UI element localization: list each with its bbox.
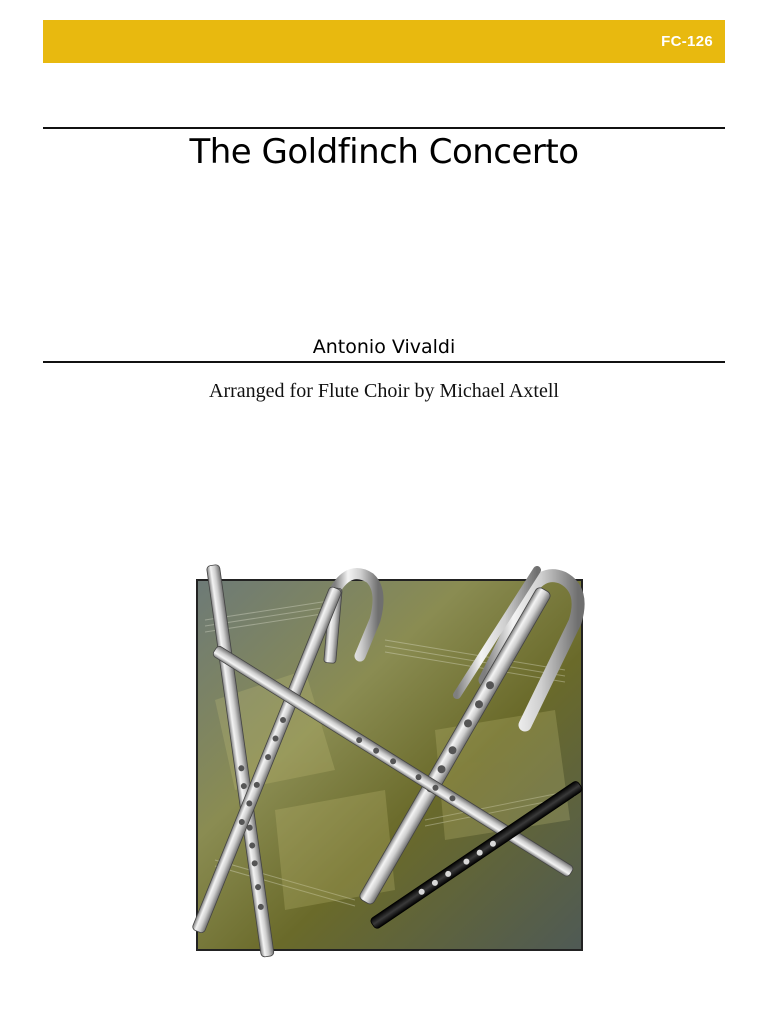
title-top-rule (43, 127, 725, 129)
flutes-illustration (185, 560, 595, 970)
catalog-code: FC-126 (661, 33, 713, 50)
composer-name: Antonio Vivaldi (312, 336, 456, 358)
page-title: The Goldfinch Concerto (189, 132, 579, 172)
header-bar (43, 20, 725, 63)
composer-rule (43, 361, 725, 363)
arranger-credit: Arranged for Flute Choir by Michael Axtell (209, 380, 559, 402)
